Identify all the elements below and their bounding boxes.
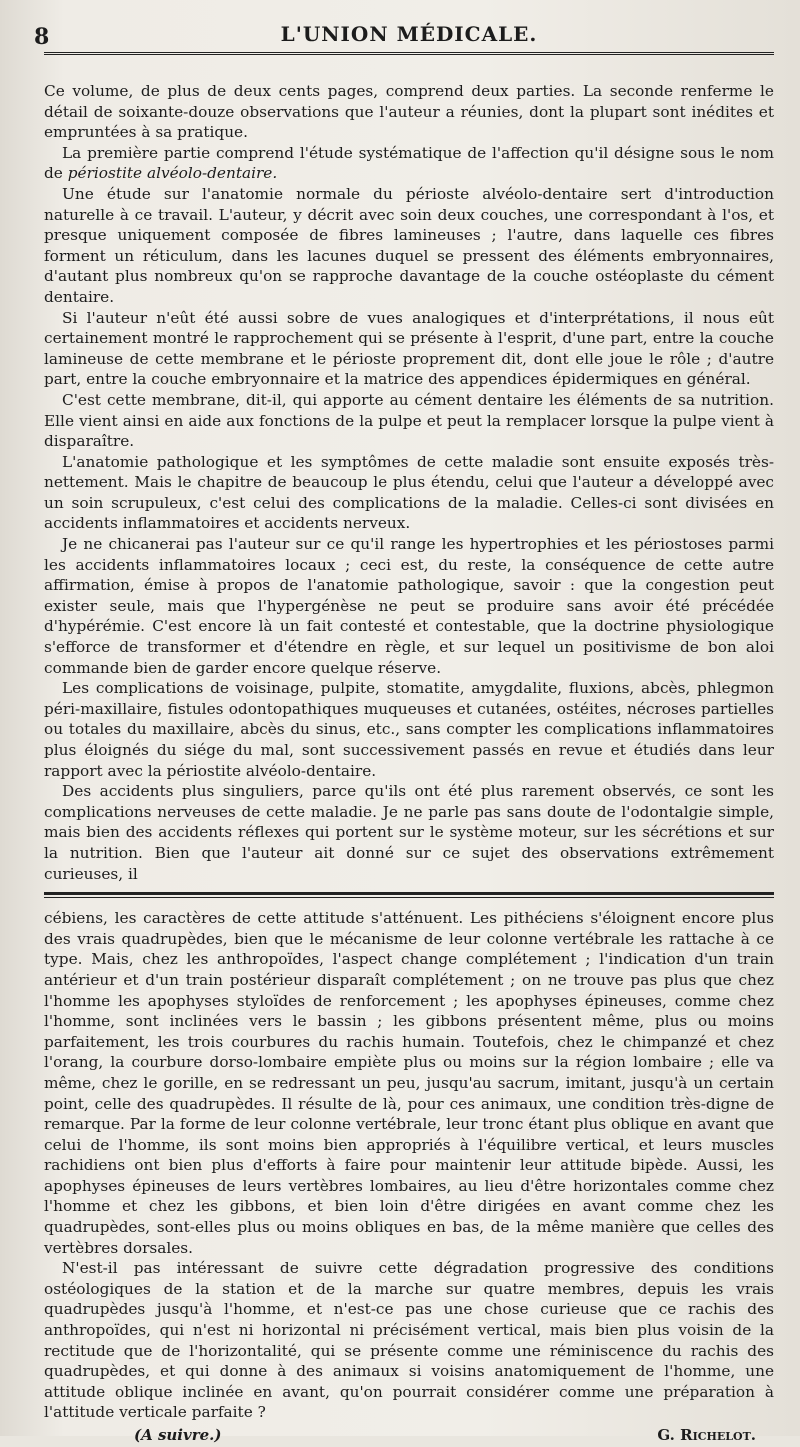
page-header	[34, 18, 774, 55]
to-be-continued: (A suivre.)	[134, 1426, 222, 1444]
paragraph: Je ne chicanerai pas l'auteur sur ce qu'il range les hypertrophies et les périostoses parmi les accidents inflammatoires locaux ; ceci est, du reste, la conséquence de cette autre affirmation, émise à propos de l'anatomie pathologique, savoir : que la congestion peut exister seule, mais que l'hypergénèse ne peut se produire sans avoir été précédée d'hypérémie. C'est encore là un fait contesté et contestable, que la doctrine physiologique s'efforce de transformer et d'étendre en règle, et sur lequel un positivisme de bon aloi commande bien de garder encore quelque réserve.	[44, 535, 774, 677]
paragraph: cébiens, les caractères de cette attitude s'atténuent. Les pithéciens s'éloignent encore plus des vrais quadrupèdes, bien que le mécanisme de leur colonne vertébrale les rattache à ce type. Mais, chez les anthropoïdes, l'aspect change complétement ; l'indication d'un train antérieur et d'un train postérieur disparaît complétement ; on ne trouve pas plus que chez l'homme les apophyses styloïdes de renforcement ; les apophyses épineuses, comme chez l'homme, sont inclinées vers le bassin ; les gibbons présentent même, plus ou moins parfaitement, les trois courbures du rachis humain. Toutefois, chez le chimpanzé et chez l'orang, la courbure dorso-lombaire empiète plus ou moins sur la région lombaire ; elle va même, chez le gorille, en se redressant un peu, jusqu'au sacrum, imitant, jusqu'à un certain point, celle des quadrupèdes. Il résulte de là, pour ces animaux, une condition très-digne de remarque. Par la forme de leur colonne vertébrale, leur tronc étant plus oblique en avant que celui de l'homme, ils sont moins bien appropriés à l'équilibre vertical, et leurs muscles rachidiens ont bien plus d'efforts à faire pour maintenir leur attitude bipède. Aussi, les apophyses épineuses de leurs vertèbres lombaires, au lieu d'être horizontales comme chez l'homme et chez les gibbons, et bien loin d'être dirigées en avant comme chez les quadrupèdes, sont-elles plus ou moins obliques en bas, de la même manière que celles des vertèbres dorsales.	[44, 909, 774, 1257]
paragraph: L'anatomie pathologique et les symptômes de cette maladie sont ensuite exposés très-nettement. Mais le chapitre de beaucoup le plus étendu, celui que l'auteur a développé avec un soin scrupuleux, c'est celui des complications de la maladie. Celles-ci sont divisées en accidents inflammatoires et accidents nerveux.	[44, 452, 774, 533]
journal-title: L'UNION MÉDICALE.	[280, 22, 538, 46]
paragraph	[44, 143, 774, 184]
paragraph: Une étude sur l'anatomie normale du périoste alvéolo-dentaire sert d'introduction naturelle à ce travail. L'auteur, y décrit avec soin deux couches, une correspondant à l'os, et presque uniquement composée de fibres lamineuses ; l'autre, dans laquelle ces fibres forment un réticulum, dans les lacunes duquel se pressent des éléments embryonnaires, d'autant plus nombreux qu'on se rapproche davantage de la couche ostéoplaste du cément dentaire.	[44, 184, 774, 306]
page-number: 8	[34, 24, 50, 50]
paragraph: C'est cette membrane, dit-il, qui apporte au cément dentaire les éléments de sa nutrition. Elle vient ainsi en aide aux fonctions de la pulpe et peut la remplacer lorsque la pulpe vient à disparaître.	[44, 390, 774, 451]
paragraph-text: La première partie comprend l'étude systématique de l'affection qu'il désigne sous le nom de	[44, 143, 774, 183]
paragraph: Ce volume, de plus de deux cents pages, comprend deux parties. La seconde renferme le détail de soixante-douze observations que l'auteur a réunies, dont la plupart sont inédites et empruntées à sa pratique.	[44, 82, 774, 142]
section-divider	[44, 892, 774, 898]
paragraph: Si l'auteur n'eût été aussi sobre de vues analogiques et d'interprétations, il nous eût certainement montré le rapprochement qui se présente à l'esprit, d'une part, entre la couche lamineuse de cette membrane et le périoste proprement dit, dont elle joue le rôle ; d'autre part, entre la couche embryonnaire et la matrice des appendices épidermiques en général.	[44, 308, 774, 389]
disease-term: périostite alvéolo-dentaire.	[67, 164, 278, 183]
review-article	[44, 81, 774, 884]
paragraph: N'est-il pas intéressant de suivre cette dégradation progressive des conditions ostéologiques de la station et de la marche sur quatre membres, depuis les vrais quadrupèdes jusqu'à l'homme, et n'est-ce pas une chose curieuse que ce rachis des anthropoïdes, qui n'est ni horizontal ni précisément vertical, mais bien plus voisin de la rectitude que de l'horizontalité, qui se présente comme une réminiscence du rachis des quadrupèdes, et qui donne à des animaux si voisins anatomiquement de l'homme, une attitude oblique inclinée en avant, qu'on pourrait considérer comme une préparation à l'attitude verticale parfaite ?	[44, 1259, 774, 1422]
paragraph: Les complications de voisinage, pulpite, stomatite, amygdalite, fluxions, abcès, phlegmon péri-maxillaire, fistules odontopathiques muqueuses et cutanées, ostéites, nécroses partielles ou totales du maxillaire, abcès du sinus, etc., sans compter les complications inflammatoires plus éloignés du siége du mal, sont successivement passés en revue et étudiés dans leur rapport avec la périostite alvéolo-dentaire.	[44, 679, 774, 780]
paragraph: Des accidents plus singuliers, parce qu'ils ont été plus rarement observés, ce sont les complications nerveuses de cette maladie. Je ne parle pas sans doute de l'odontalgie simple, mais bien des accidents réflexes qui portent sur le système moteur, sur les sécrétions et sur la nutrition. Bien que l'auteur ait donné sur ce sujet des observations extrêmement curieuses, il	[44, 782, 774, 883]
author-signature: G. Richelot.	[657, 1426, 756, 1444]
signature-row	[44, 1425, 774, 1447]
feuilleton-article	[44, 908, 774, 1447]
